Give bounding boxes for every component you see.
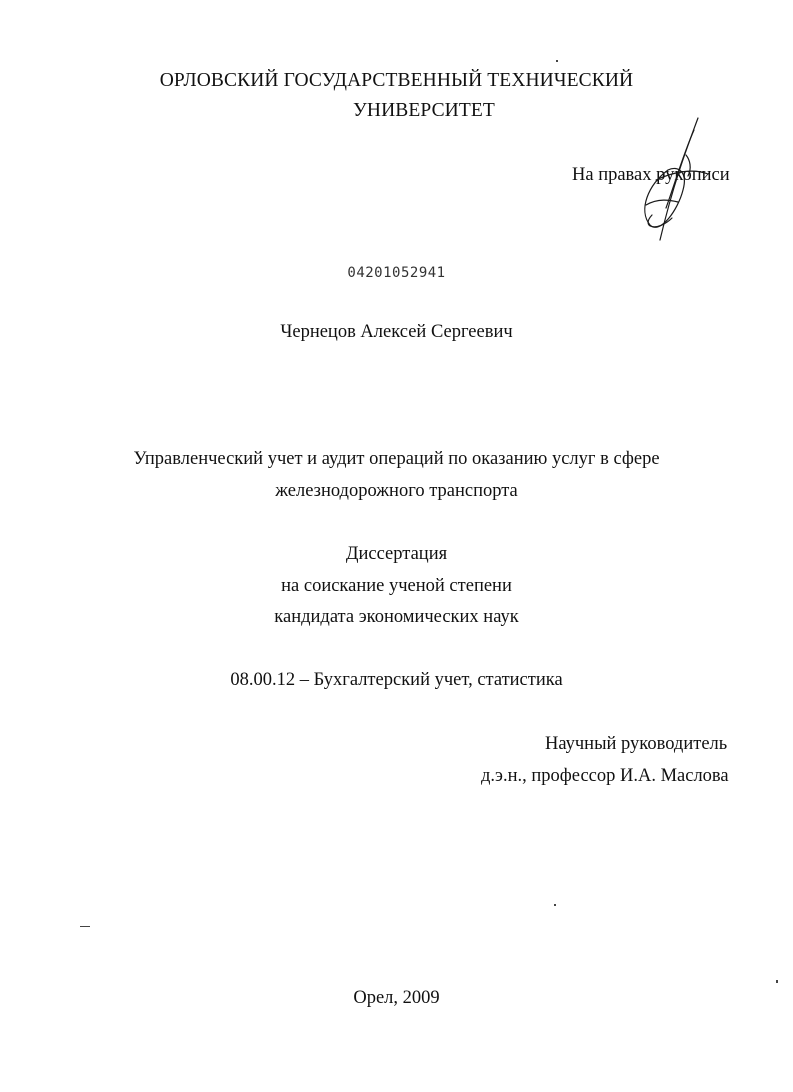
manuscript-note: На правах рукописи (572, 165, 730, 185)
scan-speck (554, 904, 556, 906)
scan-speck (80, 926, 90, 927)
specialty-code: 08.00.12 – Бухгалтерский учет, статистика (230, 670, 563, 690)
supervisor-name: д.э.н., профессор И.А. Маслова (481, 766, 729, 786)
dissertation-title-line1: Управленческий учет и аудит операций по оказанию услуг в сфере (133, 449, 660, 469)
university-name-line2: УНИВЕРСИТЕТ (353, 100, 495, 121)
scan-speck (776, 980, 778, 983)
supervisor-label: Научный руководитель (545, 734, 728, 754)
document-type: Диссертация (345, 544, 448, 564)
document-code: 04201052941 (347, 265, 446, 281)
dissertation-title-line2: железнодорожного транспорта (275, 481, 518, 501)
signature-mark (628, 110, 718, 250)
author-name: Чернецов Алексей Сергеевич (280, 322, 513, 342)
place-and-year: Орел, 2009 (353, 988, 440, 1008)
university-name-line1: ОРЛОВСКИЙ ГОСУДАРСТВЕННЫЙ ТЕХНИЧЕСКИЙ (159, 70, 634, 91)
degree-purpose: на соискание ученой степени (281, 576, 512, 596)
scan-speck (556, 60, 558, 62)
degree-name: кандидата экономических наук (274, 607, 519, 627)
